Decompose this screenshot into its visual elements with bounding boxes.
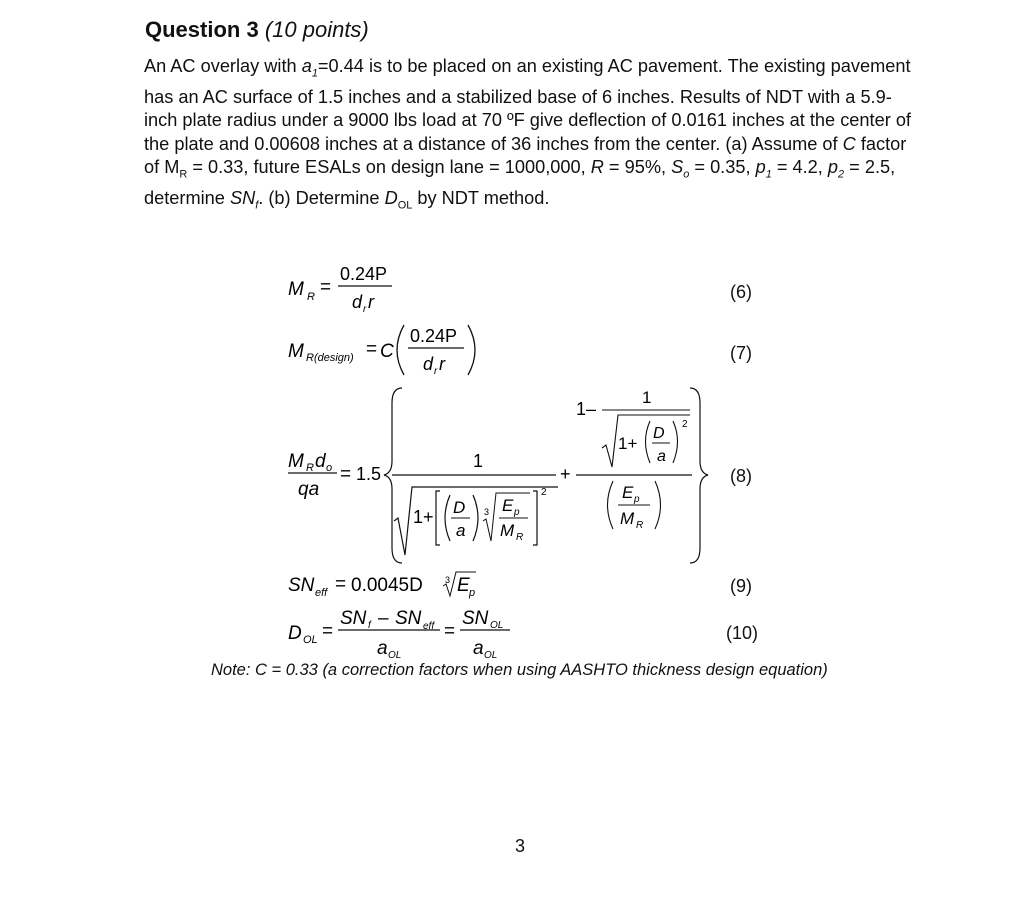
eq7-right-paren — [468, 325, 475, 375]
eq8-term2-inner-one: 1 — [642, 388, 652, 407]
equation-6 — [280, 258, 420, 318]
eq8-lhs-qa: qa — [298, 479, 320, 500]
eq8-lhs-o: o — [326, 462, 333, 474]
eq8-term2-paren-l2 — [608, 481, 614, 529]
equation-9 — [280, 566, 500, 602]
eq8-term2-MR: M — [620, 509, 635, 528]
text-run: C — [842, 133, 856, 154]
text-run: SN — [229, 187, 256, 208]
note: Note: C = 0.33 (a correction factors when using AASHTO thickness design equation) — [211, 661, 828, 679]
text-run: S — [671, 156, 684, 177]
page-number: 3 — [515, 836, 526, 856]
eq8-lhs-R: R — [306, 462, 314, 474]
eq10-lhs: D — [288, 623, 302, 644]
eq8-term1-numerator: 1 — [473, 451, 484, 471]
eq8-term1-cbrt-index: 3 — [484, 507, 490, 517]
eq9-rhs-tail-sub: p — [469, 587, 476, 599]
equation-7 — [280, 320, 490, 380]
eq6-lhs-sub: R — [307, 291, 315, 303]
text-run: = 95%, — [603, 156, 672, 177]
eq6-lhs: M — [288, 279, 304, 300]
eq7-coef: C — [380, 341, 394, 362]
eq7-equals: = — [366, 339, 378, 360]
eq8-equals: = — [340, 464, 352, 485]
text-run: o — [683, 168, 690, 181]
eq7-denominator-tail: r — [439, 354, 445, 374]
eq8-term2-Ep-sub: p — [634, 494, 640, 505]
eq10-minus: – — [378, 608, 389, 629]
text-run: =0.44 is to be placed on an existing AC pavement. The existing pavement has an AC surface of 1.5 inches and a stabilized base of 6 inches. Results of NDT with a 5.9-inch plate radius under a 9000 lbs load at 70 ºF give deflection of 0.0161 inches at the center of the plate and 0.00608 inches at a distance of 36 inches from the center. (a) Assume of — [144, 56, 911, 154]
eq8-term1-Ep-sub: p — [514, 507, 520, 518]
text-run: R — [590, 156, 604, 177]
equation-8 — [280, 383, 720, 568]
eq-number-10: (10) — [726, 623, 759, 643]
eq9-rhs-tail: E — [457, 575, 470, 596]
eq10-equals-2: = — [444, 621, 456, 642]
text-run: p — [827, 156, 839, 177]
eq10-lhs-sub: OL — [303, 634, 318, 646]
equation-10 — [280, 602, 540, 662]
eq9-lhs: SN — [288, 575, 315, 596]
eq8-term2-one-plus: 1+ — [618, 434, 638, 453]
question-number: Question 3 — [145, 17, 259, 42]
eq10-equals-1: = — [322, 621, 334, 642]
text-run: An AC overlay with — [144, 56, 302, 76]
eq-number-6: (6) — [730, 282, 752, 302]
eq6-equals: = — [320, 277, 332, 298]
eq7-denominator-sub: r — [434, 366, 438, 377]
eq8-term2-paren-l — [646, 421, 651, 463]
text-run: a — [301, 56, 312, 76]
text-run: by NDT method. — [412, 187, 550, 208]
eq10-num2: SN — [462, 608, 489, 629]
text-run: 2 — [838, 168, 845, 181]
eq10-num1: SN — [340, 608, 367, 629]
eq9-rhs: 0.0045D — [351, 575, 423, 596]
eq7-left-paren — [397, 325, 404, 375]
eq8-term1-D: D — [453, 498, 466, 517]
eq8-term1-bracket-r — [533, 491, 537, 545]
question-points: (10 points) — [264, 17, 369, 42]
eq8-term2-D: D — [653, 425, 665, 442]
eq-number-8: (8) — [730, 466, 752, 486]
text-run: factor of M — [144, 133, 907, 177]
eq8-term2-exp: 2 — [682, 419, 688, 430]
eq-number-9: (9) — [730, 576, 752, 596]
eq7-denominator: d — [423, 354, 434, 374]
eq8-term1-bracket-l — [436, 491, 440, 545]
eq9-lhs-sub: eff — [315, 587, 328, 599]
eq-number-7: (7) — [730, 343, 752, 363]
text-run: D — [384, 187, 398, 208]
eq8-term1-a: a — [456, 521, 466, 540]
eq10-num1b: SN — [395, 608, 422, 629]
eq8-term1-Ep: E — [502, 496, 514, 515]
text-run: R — [179, 168, 188, 181]
eq8-lhs-d: d — [315, 451, 326, 472]
eq10-num1-sub: f — [368, 620, 371, 631]
eq10-num1b-sub: eff — [423, 621, 435, 632]
eq8-term1-one: 1+ — [413, 507, 434, 527]
eq6-numerator: 0.24P — [340, 264, 388, 284]
eq9-root-index: 3 — [445, 575, 451, 585]
text-run: p — [755, 156, 766, 177]
text-run: OL — [397, 199, 413, 212]
eq8-term2-paren-r — [673, 421, 678, 463]
eq10-den1-sub: OL — [388, 650, 402, 661]
eq8-term2-Ep: E — [622, 483, 634, 502]
eq7-numerator: 0.24P — [410, 326, 458, 346]
eq8-plus: + — [560, 464, 571, 484]
eq8-term1-MR: M — [500, 521, 515, 540]
eq9-equals: = — [335, 574, 347, 595]
text-run: . (b) Determine — [258, 187, 385, 208]
eq8-term2-MR-sub: R — [636, 520, 644, 531]
eq10-den2-sub: OL — [484, 650, 498, 661]
eq10-den1: a — [377, 638, 388, 659]
eq8-term2-one-minus: 1– — [576, 399, 597, 419]
text-run: f — [255, 199, 259, 212]
eq6-denominator: d — [352, 292, 363, 312]
eq7-lhs-sub: R(design) — [306, 352, 354, 364]
eq8-lhs-M: M — [288, 451, 304, 472]
eq6-denominator-tail: r — [368, 292, 374, 312]
eq10-den2: a — [473, 638, 484, 659]
text-run: = 2.5, determine — [144, 156, 896, 208]
eq7-lhs: M — [288, 341, 304, 362]
eq8-term2-paren-r2 — [655, 481, 661, 529]
eq8-term2-a: a — [657, 448, 666, 465]
eq8-term1-MR-sub: R — [516, 532, 524, 543]
eq8-term1-paren-l — [445, 495, 450, 541]
eq10-num2-sub: OL — [490, 620, 504, 631]
eq8-term1-paren-r — [473, 495, 478, 541]
eq8-right-brace — [690, 388, 708, 563]
eq8-term1-exp: 2 — [541, 487, 547, 498]
question-heading — [145, 17, 369, 43]
text-run: = 4.2, — [771, 156, 828, 177]
question-text — [144, 55, 914, 218]
eq6-denominator-sub: r — [363, 304, 367, 315]
text-run: 1 — [311, 67, 318, 80]
text-run: = 0.33, future ESALs on design lane = 1000,000, — [187, 156, 591, 177]
text-run: = 0.35, — [689, 156, 756, 177]
text-run: 1 — [765, 168, 772, 181]
eq8-coef: 1.5 — [356, 464, 382, 484]
